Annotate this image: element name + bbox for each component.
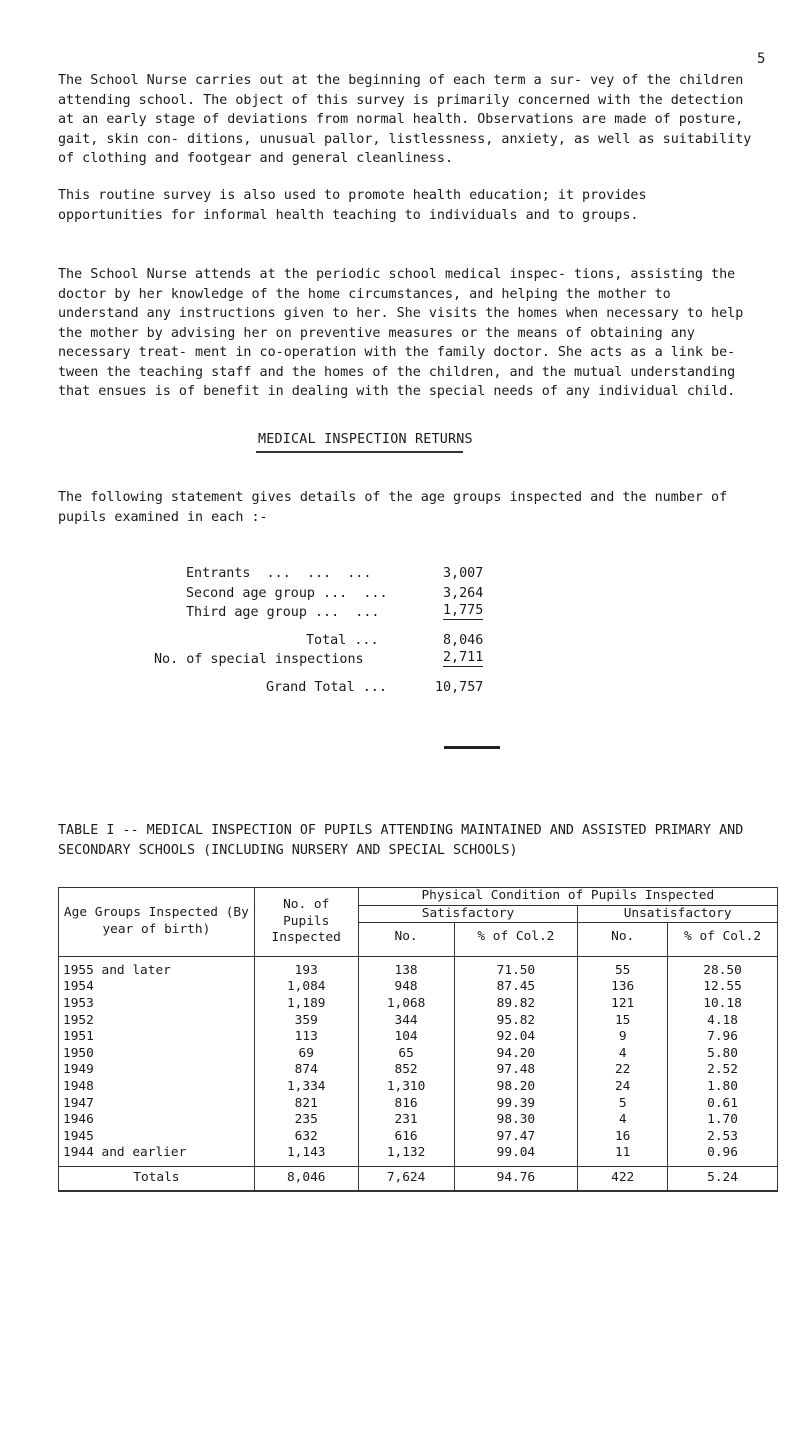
cell-totals-sat-no: 7,624	[358, 1166, 454, 1190]
cell-unsat-pct: 7.96	[668, 1029, 778, 1046]
cell-unsat-no: 5	[578, 1096, 668, 1113]
summary-label: Second age group ... ...	[186, 585, 388, 601]
cell-sat-pct: 97.47	[454, 1129, 578, 1146]
cell-age: 1952	[59, 1013, 255, 1030]
cell-unsat-no: 136	[578, 979, 668, 996]
summary-list	[154, 564, 506, 697]
cell-sat-no: 616	[358, 1129, 454, 1146]
cell-age: 1954	[59, 979, 255, 996]
cell-unsat-pct: 10.18	[668, 996, 778, 1013]
cell-sat-pct: 95.82	[454, 1013, 578, 1030]
cell-unsat-no: 9	[578, 1029, 668, 1046]
header-unsat-pct: % of Col.2	[668, 923, 778, 957]
cell-sat-no: 948	[358, 979, 454, 996]
summary-row-total	[186, 631, 506, 651]
summary-row-third	[186, 603, 506, 623]
cell-unsat-no: 24	[578, 1079, 668, 1096]
table-row	[59, 979, 778, 996]
cell-age: 1945	[59, 1129, 255, 1146]
table-row	[59, 1096, 778, 1113]
cell-pupils: 1,189	[254, 996, 358, 1013]
cell-unsat-pct: 0.96	[668, 1145, 778, 1166]
cell-sat-no: 1,132	[358, 1145, 454, 1166]
header-unsatisfactory: Unsatisfactory	[578, 905, 778, 923]
grand-total-rule	[444, 746, 500, 749]
table-row	[59, 1013, 778, 1030]
table-row	[59, 1112, 778, 1129]
cell-pupils: 193	[254, 956, 358, 979]
cell-sat-pct: 87.45	[454, 979, 578, 996]
cell-pupils: 821	[254, 1096, 358, 1113]
cell-pupils: 1,143	[254, 1145, 358, 1166]
cell-sat-pct: 89.82	[454, 996, 578, 1013]
header-age-groups: Age Groups Inspected (By year of birth)	[59, 888, 255, 957]
summary-label: Grand Total ...	[266, 679, 387, 695]
cell-age: 1949	[59, 1062, 255, 1079]
cell-sat-no: 104	[358, 1029, 454, 1046]
cell-sat-pct: 98.20	[454, 1079, 578, 1096]
table-row	[59, 1145, 778, 1166]
cell-age: 1955 and later	[59, 956, 255, 979]
cell-totals-label: Totals	[59, 1166, 255, 1190]
summary-value: 3,007	[443, 566, 484, 581]
cell-sat-no: 816	[358, 1096, 454, 1113]
table-row	[59, 996, 778, 1013]
cell-age: 1953	[59, 996, 255, 1013]
cell-unsat-pct: 28.50	[668, 956, 778, 979]
cell-unsat-pct: 2.52	[668, 1062, 778, 1079]
table-row	[59, 1129, 778, 1146]
cell-unsat-pct: 5.80	[668, 1046, 778, 1063]
header-satisfactory: Satisfactory	[358, 905, 578, 923]
cell-sat-pct: 99.39	[454, 1096, 578, 1113]
cell-unsat-no: 16	[578, 1129, 668, 1146]
cell-pupils: 69	[254, 1046, 358, 1063]
summary-row-special	[154, 650, 506, 670]
cell-totals-unsat-no: 422	[578, 1166, 668, 1190]
summary-label: No. of special inspections	[154, 652, 364, 667]
cell-totals-sat-pct: 94.76	[454, 1166, 578, 1190]
cell-sat-pct: 98.30	[454, 1112, 578, 1129]
summary-value: 10,757	[435, 679, 484, 695]
cell-age: 1946	[59, 1112, 255, 1129]
totals-row	[59, 1166, 778, 1190]
table-row	[59, 1079, 778, 1096]
summary-row-grand-total	[186, 678, 506, 698]
cell-unsat-pct: 1.80	[668, 1079, 778, 1096]
table-row	[59, 1046, 778, 1063]
summary-label: Total ...	[306, 632, 379, 648]
cell-sat-no: 231	[358, 1112, 454, 1129]
cell-pupils: 1,084	[254, 979, 358, 996]
paragraph-survey: The School Nurse carries out at the beginning of each term a sur- vey of the children attending school. The object of this survey is primarily concerned with the detection at an early stage of deviations from normal health. Observations are made of posture, gait, skin con- ditions, unusual pallor, listlessness, anxiety, as well as suitability of clothing and footgear and general cleanliness.	[58, 73, 752, 166]
summary-label: Entrants ... ... ...	[186, 566, 372, 581]
cell-sat-pct: 94.20	[454, 1046, 578, 1063]
section-heading: MEDICAL INSPECTION RETURNS	[258, 432, 473, 447]
summary-value: 3,264	[443, 585, 484, 601]
cell-age: 1951	[59, 1029, 255, 1046]
table-title: TABLE I -- MEDICAL INSPECTION OF PUPILS ATTENDING MAINTAINED AND ASSISTED PRIMARY AND SECONDARY SCHOOLS (INCLUDING NURSERY AND SPECIAL SCHOOLS)	[58, 823, 744, 858]
cell-unsat-no: 4	[578, 1112, 668, 1129]
cell-sat-no: 852	[358, 1062, 454, 1079]
cell-sat-no: 1,068	[358, 996, 454, 1013]
cell-unsat-no: 121	[578, 996, 668, 1013]
cell-unsat-no: 11	[578, 1145, 668, 1166]
cell-unsat-pct: 2.53	[668, 1129, 778, 1146]
summary-value: 8,046	[443, 632, 484, 648]
cell-pupils: 235	[254, 1112, 358, 1129]
header-physical-condition: Physical Condition of Pupils Inspected	[358, 888, 777, 906]
header-sat-pct: % of Col.2	[454, 923, 578, 957]
cell-pupils: 359	[254, 1013, 358, 1030]
heading-underline	[256, 451, 463, 453]
cell-unsat-no: 22	[578, 1062, 668, 1079]
cell-pupils: 1,334	[254, 1079, 358, 1096]
paragraph-intro: The following statement gives details of the age groups inspected and the number of pupils examined in each :-	[58, 490, 728, 525]
table-row	[59, 956, 778, 979]
cell-pupils: 632	[254, 1129, 358, 1146]
cell-sat-no: 65	[358, 1046, 454, 1063]
summary-row-entrants	[186, 564, 506, 584]
cell-sat-pct: 99.04	[454, 1145, 578, 1166]
cell-unsat-pct: 12.55	[668, 979, 778, 996]
cell-pupils: 874	[254, 1062, 358, 1079]
cell-age: 1947	[59, 1096, 255, 1113]
page-number: 5	[757, 51, 766, 67]
cell-age: 1944 and earlier	[59, 1145, 255, 1166]
cell-unsat-no: 55	[578, 956, 668, 979]
cell-unsat-pct: 1.70	[668, 1112, 778, 1129]
cell-age: 1948	[59, 1079, 255, 1096]
cell-unsat-pct: 4.18	[668, 1013, 778, 1030]
table-row	[59, 1029, 778, 1046]
paragraph-inspections: The School Nurse attends at the periodic school medical inspec- tions, assisting the doctor by her knowledge of the home circumstances, and helping the mother to understand any instructions given to her. She visits the homes when necessary to help the mother by advising her on preventive measures or the means of obtaining any necessary treat- ment in co-operation with the family doctor. She acts as a link be- tween the teaching staff and the homes of the children, and the mutual understanding that ensues is of benefit in dealing with the special needs of any individual child.	[58, 267, 744, 399]
table-row	[59, 1062, 778, 1079]
cell-sat-no: 138	[358, 956, 454, 979]
cell-sat-pct: 92.04	[454, 1029, 578, 1046]
inspection-table	[58, 887, 778, 1192]
cell-sat-no: 344	[358, 1013, 454, 1030]
cell-totals-unsat-pct: 5.24	[668, 1166, 778, 1190]
summary-value: 1,775	[443, 603, 484, 618]
cell-sat-pct: 97.48	[454, 1062, 578, 1079]
header-sat-no: No.	[358, 923, 454, 957]
summary-value: 2,711	[443, 650, 484, 665]
cell-totals-pupils: 8,046	[254, 1166, 358, 1190]
cell-sat-pct: 71.50	[454, 956, 578, 979]
cell-unsat-pct: 0.61	[668, 1096, 778, 1113]
cell-unsat-no: 4	[578, 1046, 668, 1063]
cell-pupils: 113	[254, 1029, 358, 1046]
summary-row-second	[186, 584, 506, 604]
cell-unsat-no: 15	[578, 1013, 668, 1030]
cell-age: 1950	[59, 1046, 255, 1063]
summary-label: Third age group ... ...	[186, 605, 380, 620]
header-unsat-no: No.	[578, 923, 668, 957]
header-pupils: No. of Pupils Inspected	[254, 888, 358, 957]
paragraph-health-education: This routine survey is also used to promote health education; it provides opportunities for informal health teaching to individuals and to groups.	[58, 188, 647, 223]
cell-sat-no: 1,310	[358, 1079, 454, 1096]
